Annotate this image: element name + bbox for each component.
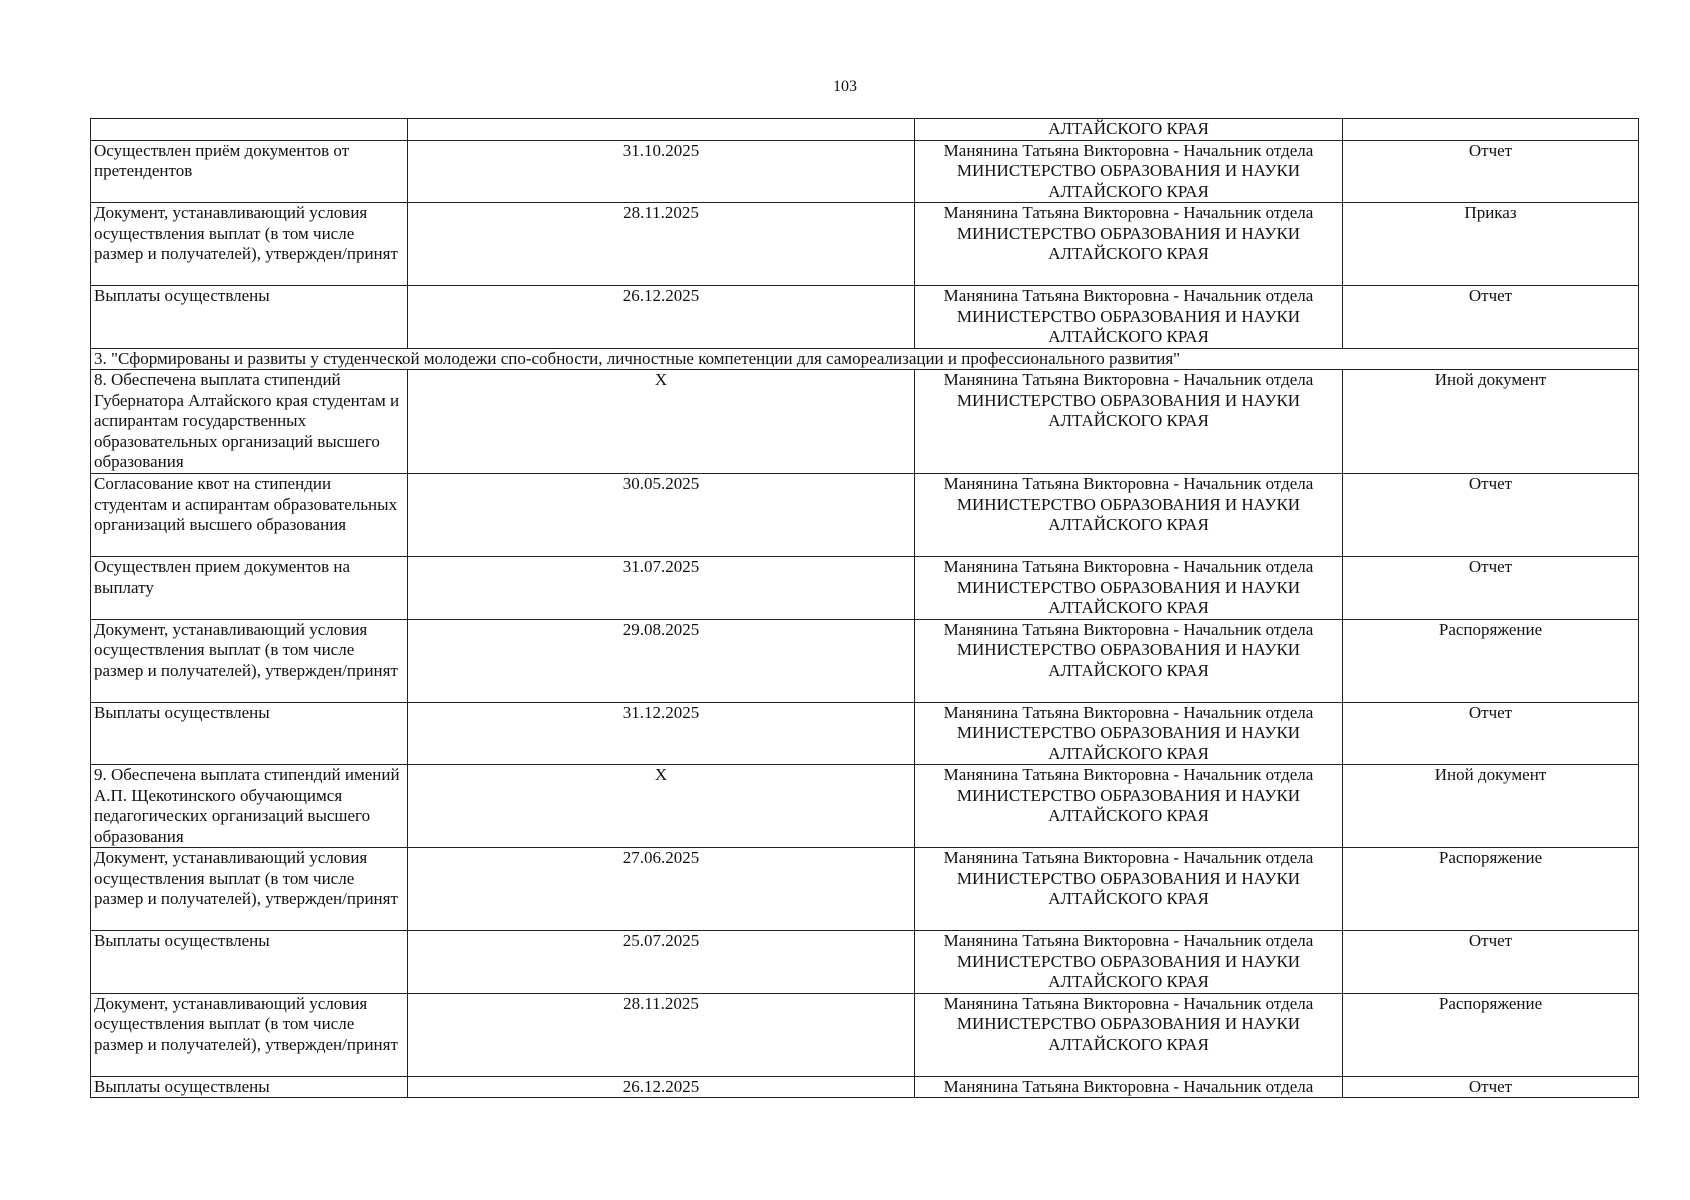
result-name-cell: Согласование квот на стипендии студентам и аспирантам образовательных организаций высшего образования [91, 474, 408, 557]
responsible-org: МИНИСТЕРСТВО ОБРАЗОВАНИЯ И НАУКИ [956, 494, 1301, 514]
date-cell: 31.07.2025 [408, 557, 915, 620]
responsible-cell [915, 370, 1343, 474]
responsible-region: АЛТАЙСКОГО КРАЯ [1048, 972, 1209, 991]
result-name-cell: Выплаты осуществлены [91, 702, 408, 765]
table-row [91, 203, 1639, 286]
responsible-name: Манянина Татьяна Викторовна - Начальник отдела [943, 203, 1314, 222]
doc-type-cell: Иной документ [1343, 370, 1639, 474]
responsible-org: МИНИСТЕРСТВО ОБРАЗОВАНИЯ И НАУКИ [956, 785, 1301, 805]
responsible-name: Манянина Татьяна Викторовна - Начальник отдела [943, 474, 1314, 493]
responsible-region: АЛТАЙСКОГО КРАЯ [1048, 411, 1209, 430]
table-row [91, 848, 1639, 931]
section-heading: 3. "Сформированы и развиты у студенческой молодежи спо-собности, личностные компетенции для самореализации и профессионального развития" [91, 348, 1639, 370]
doc-type-cell: Иной документ [1343, 765, 1639, 848]
table-row [91, 993, 1639, 1076]
responsible-region: АЛТАЙСКОГО КРАЯ [1048, 806, 1209, 825]
responsible-name: Манянина Татьяна Викторовна - Начальник отдела [943, 557, 1314, 576]
responsible-cell [915, 557, 1343, 620]
responsible-region: АЛТАЙСКОГО КРАЯ [1048, 598, 1209, 617]
date-cell: 26.12.2025 [408, 286, 915, 349]
doc-type-cell: Отчет [1343, 702, 1639, 765]
responsible-org: МИНИСТЕРСТВО ОБРАЗОВАНИЯ И НАУКИ [956, 390, 1301, 410]
page-number: 103 [833, 78, 857, 95]
doc-type-cell: Отчет [1343, 474, 1639, 557]
responsible-region: АЛТАЙСКОГО КРАЯ [1048, 181, 1209, 201]
responsible-region: АЛТАЙСКОГО КРАЯ [1048, 1034, 1209, 1054]
date-cell: 31.10.2025 [408, 140, 915, 203]
doc-type-cell: Распоряжение [1343, 619, 1639, 702]
result-name-cell: Выплаты осуществлены [91, 1076, 408, 1098]
table-row [91, 286, 1639, 349]
responsible-org: МИНИСТЕРСТВО ОБРАЗОВАНИЯ И НАУКИ [956, 161, 1301, 180]
table-row [91, 765, 1639, 848]
date-cell: 30.05.2025 [408, 474, 915, 557]
doc-type-cell: Отчет [1343, 557, 1639, 620]
responsible-org: МИНИСТЕРСТВО ОБРАЗОВАНИЯ И НАУКИ [956, 868, 1301, 888]
table-row-continuation [91, 119, 1639, 141]
date-cell: 28.11.2025 [408, 203, 915, 286]
table-row [91, 140, 1639, 203]
responsible-cell [915, 286, 1343, 349]
doc-type-cell: Отчет [1343, 286, 1639, 349]
doc-type-cell: Отчет [1343, 1076, 1639, 1098]
result-name-cell: 9. Обеспечена выплата стипендий имений А.П. Щекотинского обучающимся педагогических организаций высшего образования [91, 765, 408, 848]
responsible-org: МИНИСТЕРСТВО ОБРАЗОВАНИЯ И НАУКИ [956, 1014, 1301, 1033]
responsible-cell [915, 474, 1343, 557]
doc-type-cell: Распоряжение [1343, 848, 1639, 931]
section-heading-row [91, 348, 1639, 370]
table-row [91, 702, 1639, 765]
result-name-cell: Выплаты осуществлены [91, 931, 408, 994]
result-name-cell: Документ, устанавливающий условия осуществления выплат (в том числе размер и получателей), утвержден/принят [91, 619, 408, 702]
doc-type-cell: Приказ [1343, 203, 1639, 286]
date-cell: X [408, 370, 915, 474]
table-row [91, 1076, 1639, 1098]
table-row [91, 931, 1639, 994]
date-cell: 29.08.2025 [408, 619, 915, 702]
result-name-cell: Документ, устанавливающий условия осуществления выплат (в том числе размер и получателей), утвержден/принят [91, 993, 408, 1076]
responsible-region: АЛТАЙСКОГО КРАЯ [1048, 244, 1209, 263]
plan-table [90, 118, 1639, 1098]
responsible-cell [915, 140, 1343, 203]
result-name-cell: 8. Обеспечена выплата стипендий Губернатора Алтайского края студентам и аспирантам государственных образовательных организаций высшего образования [91, 370, 408, 474]
date-cell: 25.07.2025 [408, 931, 915, 994]
responsible-org: МИНИСТЕРСТВО ОБРАЗОВАНИЯ И НАУКИ [956, 223, 1301, 243]
doc-type-cell [1343, 119, 1639, 141]
responsible-org: МИНИСТЕРСТВО ОБРАЗОВАНИЯ И НАУКИ [956, 640, 1301, 659]
responsible-region: АЛТАЙСКОГО КРАЯ [1048, 515, 1209, 534]
responsible-name: Манянина Татьяна Викторовна - Начальник отдела [943, 286, 1314, 305]
responsible-cell [915, 848, 1343, 931]
responsible-cell: Манянина Татьяна Викторовна - Начальник отдела [915, 1076, 1343, 1098]
result-name-cell: Осуществлен прием документов на выплату [91, 557, 408, 620]
responsible-cell [915, 765, 1343, 848]
responsible-name: Манянина Татьяна Викторовна - Начальник отдела [943, 140, 1314, 160]
responsible-region: АЛТАЙСКОГО КРАЯ [1048, 660, 1209, 680]
responsible-region: АЛТАЙСКОГО КРАЯ [1048, 743, 1209, 763]
table-row [91, 474, 1639, 557]
responsible-name: Манянина Татьяна Викторовна - Начальник отдела [943, 765, 1314, 784]
responsible-cell [915, 993, 1343, 1076]
date-cell: X [408, 765, 915, 848]
responsible-name: Манянина Татьяна Викторовна - Начальник отдела [943, 993, 1314, 1013]
responsible-cell [915, 702, 1343, 765]
responsible-name: Манянина Татьяна Викторовна - Начальник отдела [943, 931, 1314, 950]
doc-type-cell: Отчет [1343, 931, 1639, 994]
responsible-region: АЛТАЙСКОГО КРАЯ [1048, 889, 1209, 908]
table-row [91, 557, 1639, 620]
responsible-name: Манянина Татьяна Викторовна - Начальник отдела [943, 848, 1314, 867]
responsible-cell [915, 619, 1343, 702]
date-cell: 28.11.2025 [408, 993, 915, 1076]
result-name-cell: Документ, устанавливающий условия осуществления выплат (в том числе размер и получателей), утвержден/принят [91, 203, 408, 286]
date-cell: 27.06.2025 [408, 848, 915, 931]
table-row [91, 619, 1639, 702]
result-name-cell: Осуществлен приём документов от претендентов [91, 140, 408, 203]
date-cell [408, 119, 915, 141]
responsible-org: МИНИСТЕРСТВО ОБРАЗОВАНИЯ И НАУКИ [956, 951, 1301, 971]
responsible-cell [915, 931, 1343, 994]
responsible-name: Манянина Татьяна Викторовна - Начальник отдела [943, 702, 1314, 722]
result-name-cell: Документ, устанавливающий условия осуществления выплат (в том числе размер и получателей), утвержден/принят [91, 848, 408, 931]
table-row [91, 370, 1639, 474]
responsible-name: Манянина Татьяна Викторовна - Начальник отдела [943, 370, 1314, 389]
doc-type-cell: Отчет [1343, 140, 1639, 203]
responsible-region: АЛТАЙСКОГО КРАЯ [1048, 327, 1209, 346]
responsible-cell [915, 203, 1343, 286]
result-name-cell: Выплаты осуществлены [91, 286, 408, 349]
responsible-name: Манянина Татьяна Викторовна - Начальник отдела [943, 619, 1314, 639]
responsible-org: МИНИСТЕРСТВО ОБРАЗОВАНИЯ И НАУКИ [956, 306, 1301, 326]
doc-type-cell: Распоряжение [1343, 993, 1639, 1076]
date-cell: 31.12.2025 [408, 702, 915, 765]
responsible-org: МИНИСТЕРСТВО ОБРАЗОВАНИЯ И НАУКИ [956, 723, 1301, 742]
responsible-cell: АЛТАЙСКОГО КРАЯ [915, 119, 1343, 141]
date-cell: 26.12.2025 [408, 1076, 915, 1098]
result-name-cell [91, 119, 408, 141]
responsible-org: МИНИСТЕРСТВО ОБРАЗОВАНИЯ И НАУКИ [956, 577, 1301, 597]
